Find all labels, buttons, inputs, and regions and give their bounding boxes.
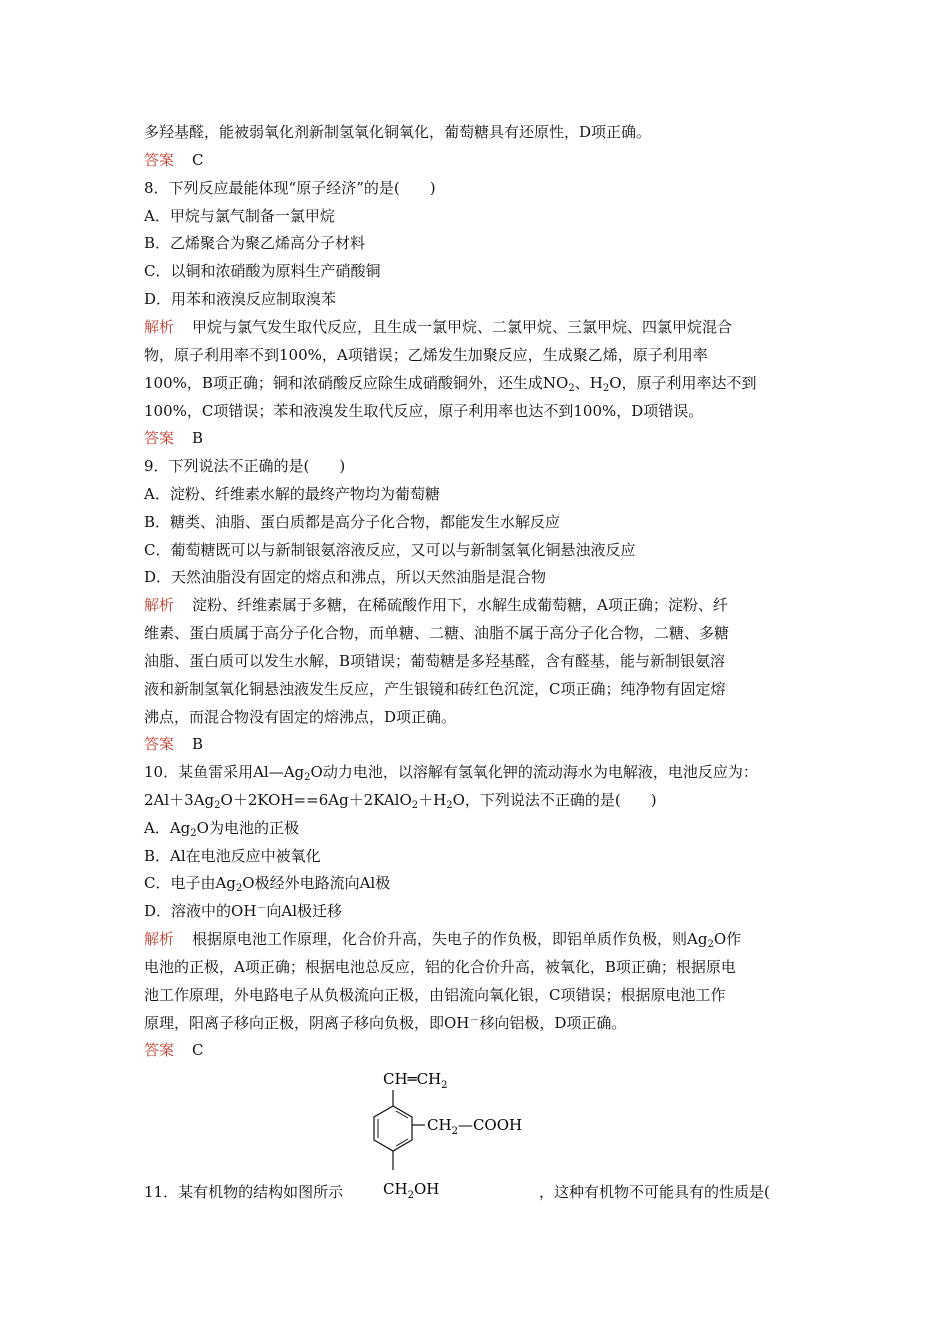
question-10: 10．某鱼雷采用$Al—Ag_2O$动力电池，以溶解有氢氧化钾的流动海水为电解液，电池反应为：	[144, 763, 758, 783]
option-c: C．以铜和浓硝酸为原料生产硝酸铜	[144, 262, 381, 280]
analysis-line: 原理，阳离子移向正极，阴离子移向负极，即OH－移向铝极，D项正确。	[144, 1014, 627, 1032]
option-a: A．$Ag_2O$为电池的正极	[144, 819, 299, 839]
question-8: 8．下列反应最能体现“原子经济”的是( )	[144, 179, 436, 197]
answer-line: 答案 C	[144, 151, 204, 169]
answer-line: 答案 B	[144, 735, 204, 753]
side-chain: $CH_2—COOH$	[427, 1116, 523, 1137]
answer-label: 答案	[144, 151, 175, 169]
analysis-line: 液和新制氢氧化铜悬浊液发生反应，产生银镜和砖红色沉淀，C项正确；纯净物有固定熔	[144, 680, 726, 698]
analysis-line: 解析 根据原电池工作原理，化合价升高，失电子的作负极，即铝单质作负极，则$Ag_2O$作	[144, 930, 742, 950]
option-c: C．葡萄糖既可以与新制银氨溶液反应，又可以与新制氢氧化铜悬浊液反应	[144, 541, 636, 559]
option-b: B．乙烯聚合为聚乙烯高分子材料	[144, 234, 366, 252]
analysis-line: 电池的正极，A项正确；根据电池总反应，铝的化合价升高，被氧化，B项正确；根据原电	[144, 958, 736, 976]
option-b: B．Al在电池反应中被氧化	[144, 847, 321, 865]
analysis-line: 100%，B项正确；铜和浓硝酸反应除生成硝酸铜外，还生成$NO_2$、$H_2O$，原子利用率达不到	[144, 374, 757, 394]
text-line: 多羟基醛，能被弱氧化剂新制氢氧化铜氧化，葡萄糖具有还原性，D项正确。	[144, 123, 652, 141]
answer-line: 答案 B	[144, 429, 204, 447]
option-c: C．电子由$Ag_2O$极经外电路流向Al极	[144, 874, 391, 894]
option-d: D．天然油脂没有固定的熔点和沸点，所以天然油脂是混合物	[144, 568, 547, 586]
analysis-line: 沸点，而混合物没有固定的熔沸点，D项正确。	[144, 708, 457, 726]
option-d: D．溶液中的OH－向Al极迁移	[144, 902, 343, 920]
analysis-line: 维素、蛋白质属于高分子化合物，而单糖、二糖、油脂不属于高分子化合物，二糖、多糖	[144, 624, 730, 642]
question-10-equation: $2Al+3Ag_2O+2KOH==6Ag+2KAlO_2+H_2O$，下列说法不正确的是( )	[144, 791, 657, 811]
analysis-line: 解析 淀粉、纤维素属于多糖，在稀硫酸作用下，水解生成葡萄糖，A项正确；淀粉、纤	[144, 596, 728, 614]
analysis-label: 解析	[144, 318, 175, 336]
vinyl-group: $CH═CH_2$	[383, 1070, 448, 1091]
analysis-line: 池工作原理，外电路电子从负极流向正极，由铝流向氧化银，C项错误；根据原电池工作	[144, 986, 726, 1004]
structural-formula	[355, 1062, 545, 1212]
option-a: A．淀粉、纤维素水解的最终产物均为葡萄糖	[144, 485, 440, 503]
hydroxymethyl-group: $CH_2OH$	[383, 1180, 440, 1201]
analysis-line: 100%，C项错误；苯和液溴发生取代反应，原子利用率也达不到100%，D项错误。	[144, 402, 704, 420]
question-11: 11．某有机物的结构如图所示	[144, 1183, 344, 1201]
question-11-cont: ，这种有机物不可能具有的性质是(	[539, 1183, 770, 1201]
analysis-line: 物，原子利用率不到100%，A项错误；乙烯发生加聚反应，生成聚乙烯，原子利用率	[144, 346, 708, 364]
question-9: 9．下列说法不正确的是( )	[144, 457, 346, 475]
answer-line: 答案 C	[144, 1041, 204, 1059]
analysis-line: 油脂、蛋白质可以发生水解，B项错误；葡萄糖是多羟基醛，含有醛基，能与新制银氨溶	[144, 652, 726, 670]
option-a: A．甲烷与氯气制备一氯甲烷	[144, 207, 335, 225]
option-d: D．用苯和液溴反应制取溴苯	[144, 290, 337, 308]
option-b: B．糖类、油脂、蛋白质都是高分子化合物，都能发生水解反应	[144, 513, 561, 531]
analysis-line: 解析 甲烷与氯气发生取代反应，且生成一氯甲烷、二氯甲烷、三氯甲烷、四氯甲烷混合	[144, 318, 733, 336]
